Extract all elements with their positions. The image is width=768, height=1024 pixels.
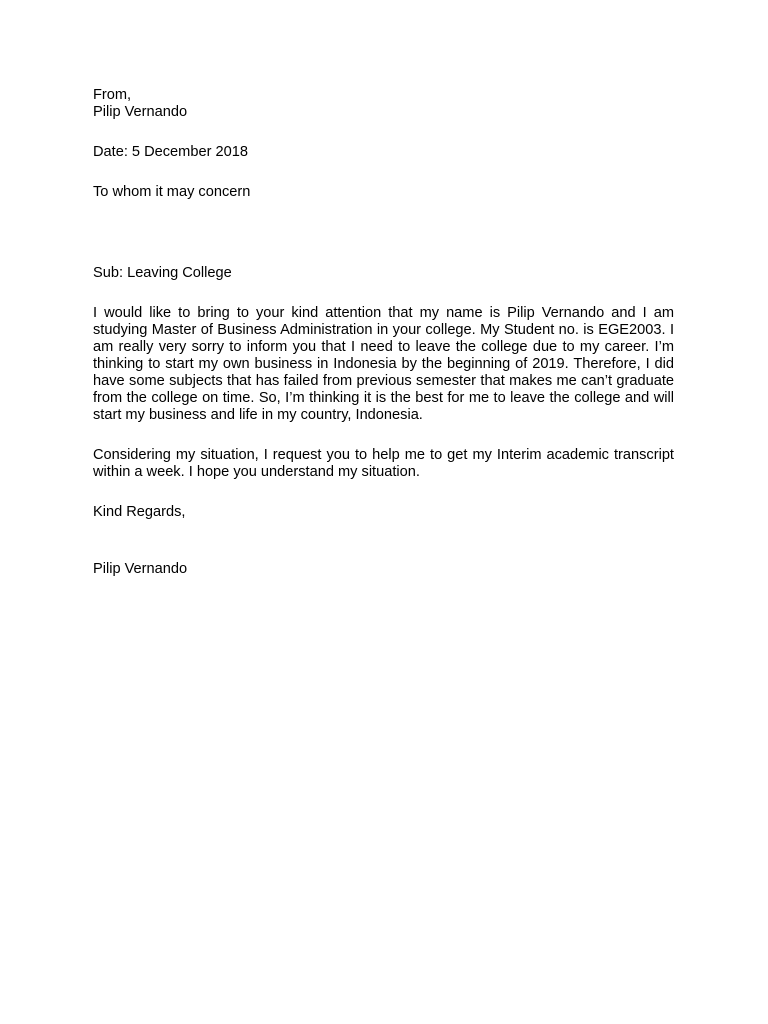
subject-line: Sub: Leaving College — [93, 265, 232, 281]
closing: Kind Regards, — [93, 504, 186, 520]
signature-name: Pilip Vernando — [93, 561, 188, 577]
letter-body — [93, 87, 674, 578]
from-label: From, — [93, 87, 132, 103]
body-paragraph-1: I would like to bring to your kind attention that my name is Pilip Vernando and I am studying Master of Business Administration in your college. My Student no. is EGE2003. I am really very sorry to inform you that I need to leave the college due to my career. I’m thinking to start my own business in Indonesia by the beginning of 2019. Therefore, I did have some subjects that has failed from previous semester that makes me can’t graduate from the college on time. So, I’m thinking it is the best for me to leave the college and will start my business and life in my country, Indonesia. — [93, 305, 674, 423]
letter-date: Date: 5 December 2018 — [93, 144, 248, 160]
salutation: To whom it may concern — [93, 184, 251, 200]
sender-name: Pilip Vernando — [93, 104, 188, 120]
body-paragraph-2: Considering my situation, I request you to help me to get my Interim academic transcript within a week. I hope you understand my situation. — [93, 447, 674, 480]
